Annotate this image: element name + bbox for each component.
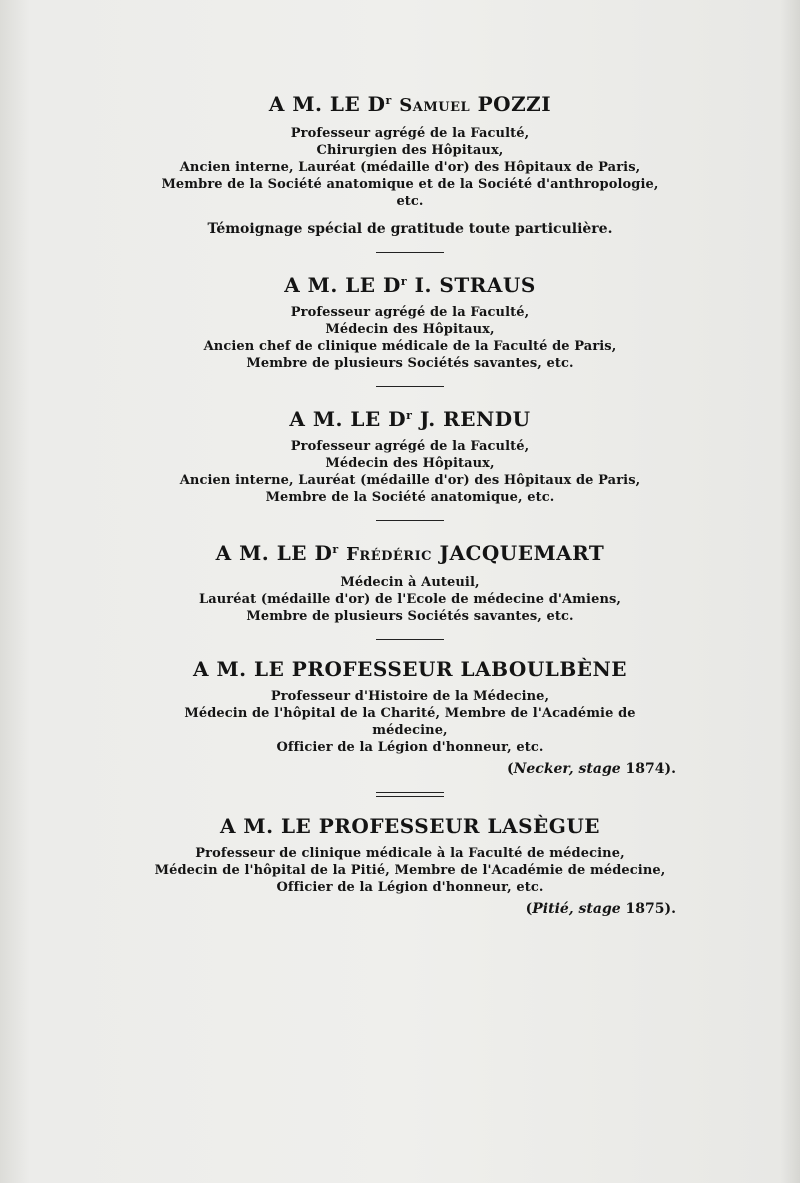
credential-line: Membre de plusieurs Sociétés savantes, etc.: [246, 609, 574, 624]
dedication-heading: [150, 537, 670, 568]
first-name: Samuel: [399, 95, 471, 116]
stage-year: 1874: [625, 761, 665, 777]
credential-line: Médecin de l'hôpital de la Pitié, Membre de l'Académie de médecine,: [154, 863, 666, 878]
dedication-heading: A M. LE PROFESSEUR LABOULBÈNE: [192, 657, 627, 681]
credential-line: Médecin des Hôpitaux,: [325, 456, 495, 471]
dedication-list: [150, 88, 676, 918]
separator-rule: [376, 639, 444, 640]
credential-line: Membre de la Société anatomique, etc.: [265, 490, 555, 505]
credential-line: Officier de la Légion d'honneur, etc.: [276, 740, 544, 755]
dedication-straus: [150, 269, 670, 372]
dedication-jacquemart: [150, 537, 670, 625]
stage-year: 1875: [625, 901, 665, 917]
credential-line: Médecin de l'hôpital de la Charité, Membre de l'Académie de médecine,: [184, 706, 636, 738]
credential-line: Médecin des Hôpitaux,: [325, 322, 495, 337]
dedication-laboulbene: [150, 656, 676, 778]
separator-rule: [376, 520, 444, 521]
title-superscript: r: [332, 543, 339, 556]
stage-note: (Necker, stage 1874).: [506, 761, 676, 777]
credential-line: Professeur d'Histoire de la Médecine,: [270, 689, 550, 704]
surname: JACQUEMART: [439, 541, 605, 565]
dedication-heading: A M. LE PROFESSEUR LASÈGUE: [219, 814, 601, 838]
credential-line: Officier de la Légion d'honneur, etc.: [276, 880, 544, 895]
tribute-line: Témoignage spécial de gratitude toute particulière.: [207, 221, 613, 237]
dedication-lasegue: [150, 813, 676, 918]
credential-line: Ancien chef de clinique médicale de la Faculté de Paris,: [203, 339, 617, 354]
double-separator-rule: [376, 792, 444, 797]
surname: J. RENDU: [419, 407, 531, 431]
credential-line: Professeur de clinique médicale à la Faculté de médecine,: [195, 846, 625, 861]
stage-place: Pitié, stage: [532, 901, 621, 917]
heading-prefix: A M. LE D: [215, 541, 333, 565]
first-name: Frédéric: [346, 544, 433, 565]
credential-line: Professeur agrégé de la Faculté,: [290, 439, 530, 454]
surname: I. STRAUS: [414, 273, 536, 297]
stage-note: (Pitié, stage 1875).: [525, 901, 676, 917]
separator-rule: [376, 386, 444, 387]
stage-note-end: ).: [664, 761, 676, 777]
dedication-heading: [150, 269, 670, 298]
stage-note-end: ).: [664, 901, 676, 917]
credential-line: Médecin à Auteuil,: [340, 575, 480, 590]
heading-prefix: A M. LE D: [289, 407, 407, 431]
dedication-pozzi: [150, 88, 670, 238]
dedication-heading: [150, 88, 670, 119]
surname: POZZI: [477, 92, 552, 116]
title-superscript: r: [385, 94, 392, 107]
dedication-heading: [150, 403, 670, 432]
heading-prefix: A M. LE D: [284, 273, 401, 297]
credential-line: Membre de plusieurs Sociétés savantes, etc.: [246, 356, 574, 371]
credential-line: Ancien interne, Lauréat (médaille d'or) des Hôpitaux de Paris,: [179, 473, 641, 488]
credential-line: Lauréat (médaille d'or) de l'Ecole de médecine d'Amiens,: [198, 592, 622, 607]
title-superscript: r: [400, 275, 408, 288]
credential-line: Chirurgien des Hôpitaux,: [316, 143, 504, 158]
credential-line: Professeur agrégé de la Faculté,: [290, 126, 530, 141]
separator-rule: [376, 252, 444, 253]
title-superscript: r: [406, 409, 413, 422]
heading-prefix: A M. LE D: [268, 92, 386, 116]
dedication-rendu: [150, 403, 670, 506]
stage-place: Necker, stage: [513, 761, 621, 777]
credential-line: Professeur agrégé de la Faculté,: [290, 305, 530, 320]
credential-line: Membre de la Société anatomique et de la Société d'anthropologie, etc.: [161, 177, 659, 209]
credential-line: Ancien interne, Lauréat (médaille d'or) des Hôpitaux de Paris,: [179, 160, 641, 175]
